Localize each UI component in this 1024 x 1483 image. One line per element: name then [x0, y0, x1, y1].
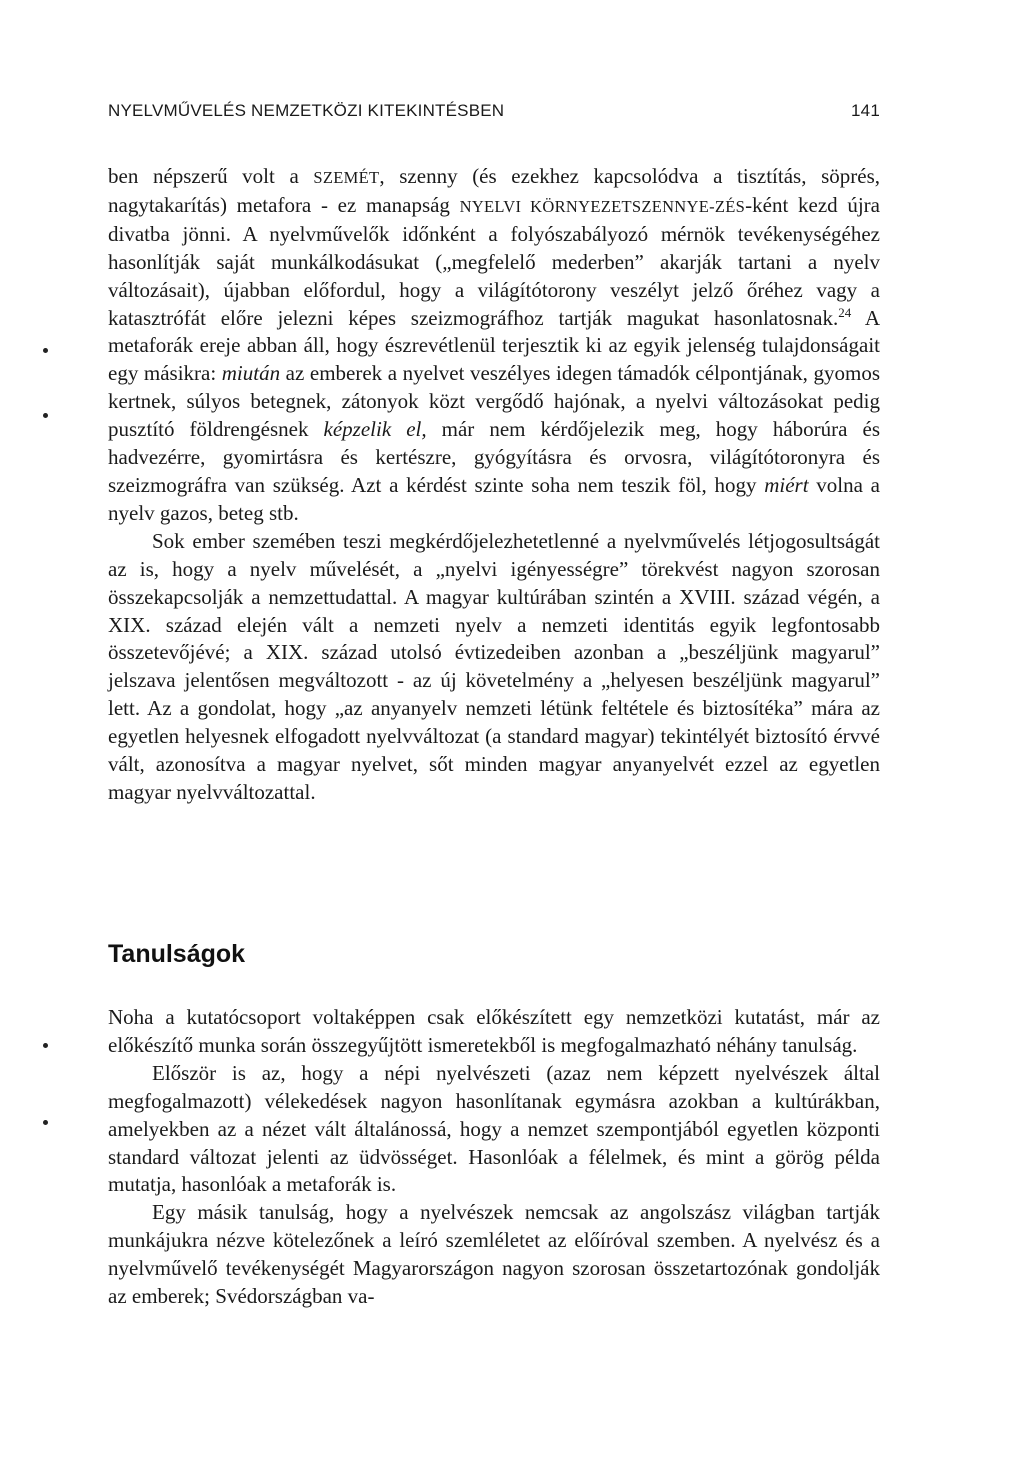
- text-block-lessons: [108, 1004, 880, 1311]
- scan-speck: [43, 1043, 48, 1048]
- scan-speck: [43, 1120, 48, 1125]
- italic-term: miután: [221, 361, 281, 386]
- paragraph: Noha a kutatócsoport voltaképpen csak előkészített egy nemzetközi kutatást, már az előkészítő munka során összegyűjtött ismeretekből is megfogalmazható néhány tanulság.: [108, 1005, 880, 1057]
- small-caps-term: NYELVI KÖRNYEZETSZENNYE-ZÉS: [459, 196, 746, 216]
- section-heading: Tanulságok: [108, 940, 246, 968]
- small-caps-term: SZEMÉT: [313, 168, 380, 187]
- running-title: NYELVMŰVELÉS NEMZETKÖZI KITEKINTÉSBEN: [108, 101, 505, 120]
- paragraph: [108, 163, 880, 528]
- paragraph: Először is az, hogy a népi nyelvészeti (azaz nem képzett nyelvészek által megfogalmazott) vélekedések nagyon hasonlítanak egymásra azokban a kultúrákban, amelyekben az a nézet vált általánossá, hogy a nemzet szempontjából egyetlen központi standard változat jelenti az üdvösséget. Hasonlóak a félelmek, és mint a görög példa mutatja, hasonlóak a metaforák is.: [108, 1060, 880, 1197]
- text-run: volna a nyelv gazos, beteg stb.: [108, 472, 880, 525]
- text-run: ben népszerű volt a: [108, 164, 314, 188]
- text-run: már nem kérdőjelezik meg, hogy háborúra és hadvezérre, gyomirtásra és kertészre, gyógyításra és orvosra, világítótoronyra és szeizmográfra van szükség. Azt a kérdést szinte soha nem teszik föl, hogy: [108, 417, 880, 497]
- text-run: -ként kezd újra divatba jönni. A nyelvművelők időnként a folyószabályozó mérnök tevékenységéhez hasonlítják saját munkálkodásukat („megfelelő mederben” akarják tartani a nyelv változásait), újabban előfordul, hogy a világítótorony veszélyt jelző őréhez vagy a katasztrófát előre jelezni képes szeizmográfhoz tartják magukat hasonlatosnak.: [108, 192, 880, 330]
- scan-speck: [43, 413, 48, 418]
- text-run: A metaforák ereje abban áll, hogy észrevétlenül terjesztik ki az egyik jelenség tulajdonságait egy másikra:: [108, 305, 880, 386]
- text-block-metaphors: [108, 163, 880, 807]
- paragraph: Egy másik tanulság, hogy a nyelvészek nemcsak az angolszász világban tartják munkájukra nézve kötelezőnek a leíró szemléletet az előíróval szemben. A nyelvész és a nyelvművelő tevékenységét Magyarországon nagyon szorosan összetartozónak gondolják az emberek; Svédországban va-: [108, 1200, 880, 1309]
- scan-speck: [43, 348, 48, 353]
- italic-term: miért: [764, 472, 809, 497]
- footnote-marker: 24: [838, 304, 852, 320]
- page-number: 141: [851, 101, 880, 120]
- italic-term: képzelik el,: [323, 417, 427, 442]
- running-header: [108, 101, 880, 121]
- text-run: az emberek a nyelvet veszélyes idegen támadók célpontjának, gyomos kertnek, súlyos betegnek, zátonyok közt vergődő hajónak, a nyelvi változásokat pedig pusztító földrengésnek: [108, 361, 881, 442]
- text-run: , szenny (és ezekhez kapcsolódva a tisztítás, söprés, nagytakarítás) metafora - ez manapság: [108, 164, 880, 217]
- paragraph: Sok ember szemében teszi megkérdőjelezhetetlenné a nyelvművelés létjogosultságát az is, hogy a nyelv művelését, a „nyelvi igényességre” törekvést nagyon szorosan összekapcsolják a nemzettudattal. A magyar kultúrában szintén a XVIII. század végén, a XIX. század elején vált a nemzeti nyelv a nemzeti identitás egyik legfontosabb összetevőjévé; a XIX. század utolsó évtizedeiben azonban a „beszéljünk magyarul” jelszava jelentősen megváltozott - az új követelmény a „helyesen beszéljünk magyarul” lett. Az a gondolat, hogy „az anyanyelv nemzeti létünk feltétele és biztosítéka” mára az egyetlen helyesnek elfogadott nyelvváltozat (a standard magyar) tekintélyét biztosító érvvé vált, azonosítva a magyar nyelvet, sőt minden magyar anyanyelvét ezzel az egyetlen magyar nyelvváltozattal.: [108, 528, 880, 804]
